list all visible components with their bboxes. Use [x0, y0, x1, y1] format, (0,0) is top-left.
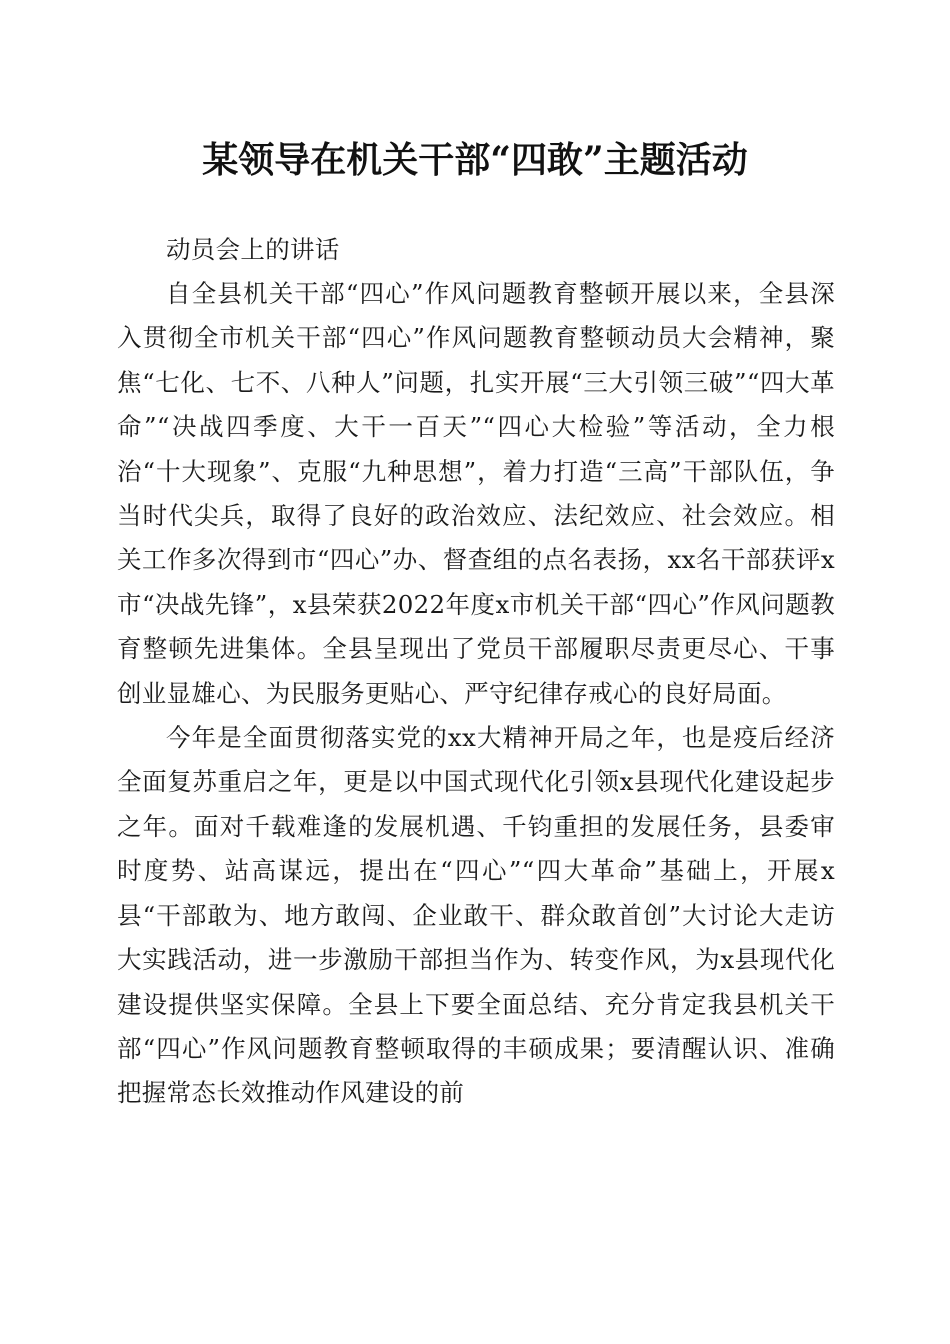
document-body	[117, 230, 835, 1116]
paragraph: 今年是全面贯彻落实党的xx大精神开局之年，也是疫后经济全面复苏重启之年，更是以中国式现代化引领x县现代化建设起步之年。面对千载难逢的发展机遇、千钧重担的发展任务，县委审时度势、站高谋远，提出在“四心”“四大革命”基础上，开展x县“干部敢为、地方敢闯、企业敢干、群众敢首创”大讨论大走访大实践活动，进一步激励干部担当作为、转变作风，为x县现代化建设提供坚实保障。全县上下要全面总结、充分肯定我县机关干部“四心”作风问题教育整顿取得的丰硕成果；要清醒认识、准确把握常态长效推动作风建设的前	[117, 723, 835, 1108]
paragraph: 自全县机关干部“四心”作风问题教育整顿开展以来，全县深入贯彻全市机关干部“四心”作风问题教育整顿动员大会精神，聚焦“七化、七不、八种人”问题，扎实开展“三大引领三破”“四大革命”“决战四季度、大干一百天”“四心大检验”等活动，全力根治“十大现象”、克服“九种思想”，着力打造“三高”干部队伍，争当时代尖兵，取得了良好的政治效应、法纪效应、社会效应。相关工作多次得到市“四心”办、督查组的点名表扬，xx名干部获评x市“决战先锋”，x县荣获2022年度x市机关干部“四心”作风问题教育整顿先进集体。全县呈现出了党员干部履职尽责更尽心、干事创业显雄心、为民服务更贴心、严守纪律存戒心的良好局面。	[117, 279, 835, 708]
document-title: 某领导在机关干部“四敢”主题活动	[202, 139, 748, 181]
document-subtitle: 动员会上的讲话	[166, 235, 340, 264]
